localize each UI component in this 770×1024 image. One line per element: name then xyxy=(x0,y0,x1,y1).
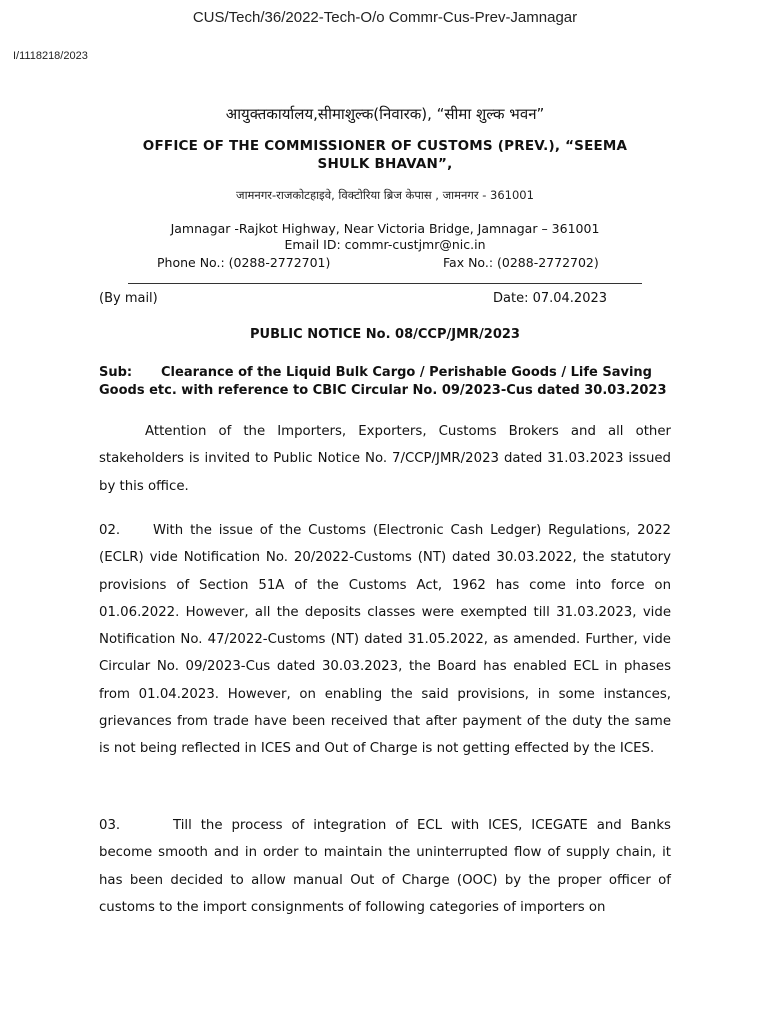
paragraph-2-text: With the issue of the Customs (Electronic Cash Ledger) Regulations, 2022 (ECLR) vide Notification No. 20/2022-Customs (NT) dated 30.03.2022, the statutory provisions of Section 51A of the Customs Act, 1962 has come into force on 01.06.2022. However, all the deposits classes were exempted till 31.03.2023, vide Notification No. 47/2022-Customs (NT) dated 31.05.2022, as amended. Further, vide Circular No. 09/2023-Cus dated 30.03.2023, the Board has enabled ECL in phases from 01.04.2023. However, on enabling the said provisions, in some instances, grievances from trade have been received that after payment of the duty the same is not being reflected in ICES and Out of Charge is not getting effected by the ICES. xyxy=(99,523,671,757)
subject-text: Clearance of the Liquid Bulk Cargo / Perishable Goods / Life Saving Goods etc. with reference to CBIC Circular No. 09/2023-Cus dated 30.03.2023 xyxy=(99,365,667,398)
fax-number: Fax No.: (0288-2772702) xyxy=(443,255,599,270)
paragraph-1-text: Attention of the Importers, Exporters, Customs Brokers and all other stakeholders is invited to Public Notice No. 7/CCP/JMR/2023 dated 31.03.2023 issued by this office. xyxy=(99,424,671,494)
document-id: I/1118218/2023 xyxy=(13,50,88,62)
dispatch-mode: (By mail) xyxy=(99,291,158,306)
paragraph-1 xyxy=(99,418,671,500)
paragraph-3-number: 03. xyxy=(99,818,121,833)
file-reference-header: CUS/Tech/36/2022-Tech-O/o Commr-Cus-Prev-Jamnagar xyxy=(192,9,578,26)
header-divider xyxy=(128,283,642,284)
subject-block xyxy=(99,364,671,400)
notice-date: Date: 07.04.2023 xyxy=(493,291,608,306)
subject-label: Sub: xyxy=(99,365,133,380)
office-title: OFFICE OF THE COMMISSIONER OF CUSTOMS (PREV.), “SEEMA SHULK BHAVAN”, xyxy=(142,138,628,172)
paragraph-2 xyxy=(99,517,671,763)
english-address: Jamnagar -Rajkot Highway, Near Victoria Bridge, Jamnagar – 361001 xyxy=(170,221,600,236)
notice-title: PUBLIC NOTICE No. 08/CCP/JMR/2023 xyxy=(250,327,520,342)
paragraph-3 xyxy=(99,812,671,921)
hindi-office-title: आयुक्तकार्यालय,सीमाशुल्क(निवारक), “सीमा शुल्क भवन” xyxy=(225,105,545,123)
hindi-address: जामनगर-राजकोटहाइवे, विक्टोरिया ब्रिज केपास , जामनगर - 361001 xyxy=(236,188,534,202)
email-line: Email ID: commr-custjmr@nic.in xyxy=(284,237,486,252)
paragraph-2-number: 02. xyxy=(99,523,121,538)
paragraph-3-text: Till the process of integration of ECL with ICES, ICEGATE and Banks become smooth and in order to maintain the uninterrupted flow of supply chain, it has been decided to allow manual Out of Charge (OOC) by the proper officer of customs to the import consignments of following categories of importers on xyxy=(99,818,671,915)
phone-number: Phone No.: (0288-2772701) xyxy=(157,255,331,270)
